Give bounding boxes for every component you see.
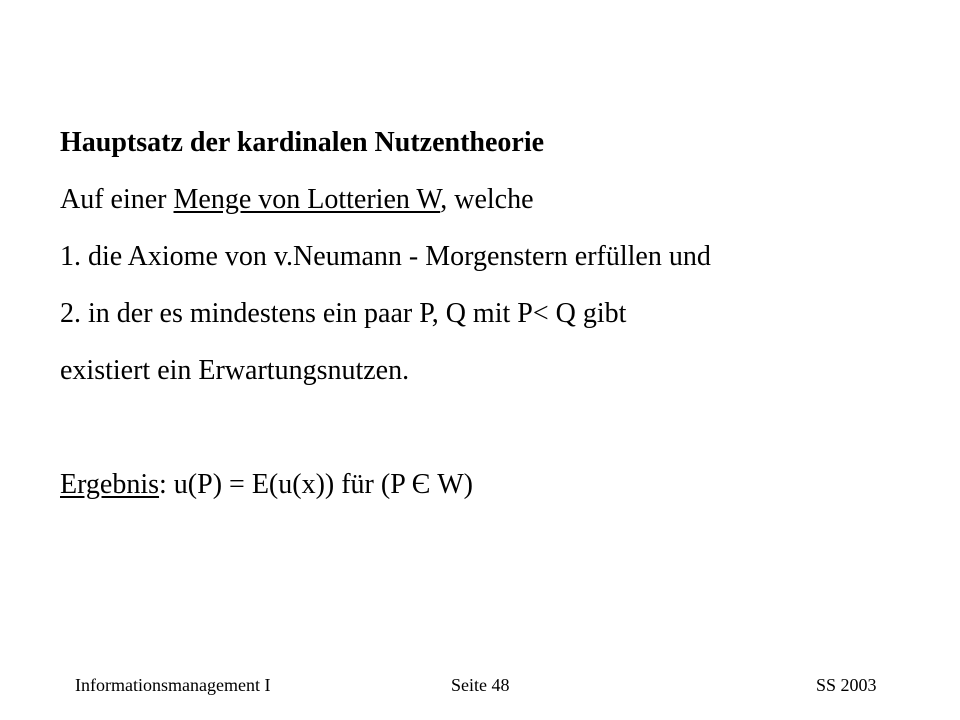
footer-semester: SS 2003 [816, 675, 877, 695]
conclusion-line: existiert ein Erwartungsnutzen. [60, 355, 410, 386]
definition-line-1 [60, 171, 920, 228]
condition-1: 1. die Axiome von v.Neumann - Morgenstern erfüllen und [60, 241, 711, 272]
result-line [60, 456, 920, 513]
line1-prefix: Auf einer [60, 184, 174, 215]
footer-course-name: Informationsmanagement I [75, 675, 271, 695]
slide-title: Hauptsatz der kardinalen Nutzentheorie [60, 127, 545, 158]
footer-page-number: Seite 48 [451, 675, 510, 695]
slide-content [60, 114, 920, 513]
blank-line [60, 399, 920, 456]
condition-2: 2. in der es mindestens ein paar P, Q mit P< Q gibt [60, 298, 627, 329]
line1-suffix: , welche [440, 184, 534, 215]
lottery-set-term: Menge von Lotterien W [173, 184, 441, 215]
result-formula: : u(P) = E(u(x)) für (P Є W) [159, 469, 473, 500]
result-label: Ergebnis [60, 469, 160, 500]
